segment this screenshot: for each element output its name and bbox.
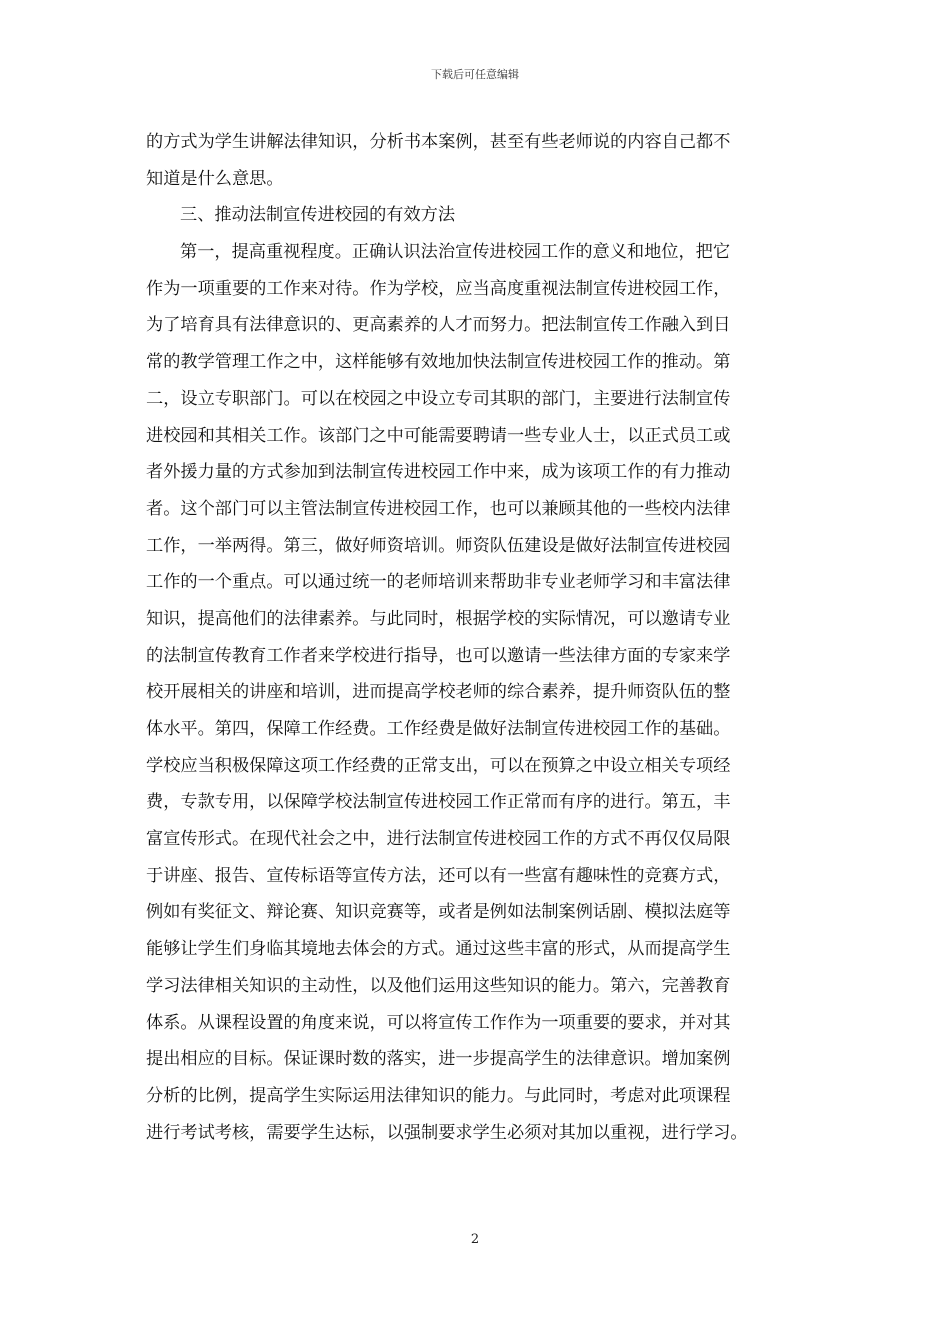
text-line: 进校园和其相关工作。该部门之中可能需要聘请一些专业人士，以正式员工或 (146, 425, 731, 446)
text-line: 为了培育具有法律意识的、更高素养的人才而努力。把法制宣传工作融入到日 (146, 315, 731, 336)
text-line: 者。这个部门可以主管法制宣传进校园工作，也可以兼顾其他的一些校内法律 (146, 498, 731, 519)
text-line: 二，设立专职部门。可以在校园之中设立专司其职的部门，主要进行法制宣传 (146, 388, 731, 409)
text-line: 分析的比例，提高学生实际运用法律知识的能力。与此同时，考虑对此项课程 (146, 1085, 731, 1106)
text-line: 学校应当积极保障这项工作经费的正常支出，可以在预算之中设立相关专项经 (146, 755, 731, 776)
text-line: 的方式为学生讲解法律知识，分析书本案例，甚至有些老师说的内容自己都不 (146, 132, 731, 152)
text-line: 常的教学管理工作之中，这样能够有效地加快法制宣传进校园工作的推动。第 (146, 352, 731, 373)
text-line: 能够让学生们身临其境地去体会的方式。通过这些丰富的形式，从而提高学生 (146, 939, 731, 960)
text-line: 例如有奖征文、辩论赛、知识竞赛等，或者是例如法制案例话剧、模拟法庭等 (146, 902, 731, 923)
section-heading: 三、推动法制宣传进校园的有效方法 (180, 205, 456, 226)
page-header-note: 下载后可任意编辑 (431, 68, 519, 81)
text-line: 富宣传形式。在现代社会之中，进行法制宣传进校园工作的方式不再仅仅局限 (146, 829, 731, 850)
text-line: 于讲座、报告、宣传标语等宣传方法，还可以有一些富有趣味性的竞赛方式， (146, 865, 731, 886)
text-line: 校开展相关的讲座和培训，进而提高学校老师的综合素养，提升师资队伍的整 (146, 682, 731, 703)
text-line: 体系。从课程设置的角度来说，可以将宣传工作作为一项重要的要求，并对其 (146, 1012, 731, 1033)
page-number: 2 (470, 1232, 480, 1247)
text-line: 进行考试考核，需要学生达标，以强制要求学生必须对其加以重视，进行学习。 (146, 1122, 748, 1143)
text-line: 费，专款专用，以保障学校法制宣传进校园工作正常而有序的进行。第五，丰 (146, 792, 731, 813)
text-line: 学习法律相关知识的主动性，以及他们运用这些知识的能力。第六，完善教育 (146, 975, 731, 996)
text-line: 工作的一个重点。可以通过统一的老师培训来帮助非专业老师学习和丰富法律 (146, 572, 731, 593)
text-line: 提出相应的目标。保证课时数的落实，进一步提高学生的法律意识。增加案例 (146, 1049, 731, 1070)
text-line: 知道是什么意思。 (146, 168, 284, 189)
document-body (146, 124, 826, 1151)
text-line: 体水平。第四，保障工作经费。工作经费是做好法制宣传进校园工作的基础。 (146, 719, 731, 739)
text-line: 作为一项重要的工作来对待。作为学校，应当高度重视法制宣传进校园工作， (146, 278, 731, 299)
text-line: 者外援力量的方式参加到法制宣传进校园工作中来，成为该项工作的有力推动 (146, 462, 731, 483)
text-line: 的法制宣传教育工作者来学校进行指导，也可以邀请一些法律方面的专家来学 (146, 645, 731, 666)
text-line: 工作，一举两得。第三，做好师资培训。师资队伍建设是做好法制宣传进校园 (146, 535, 731, 556)
text-line: 知识，提高他们的法律素养。与此同时，根据学校的实际情况，可以邀请专业 (146, 608, 731, 629)
text-line: 第一，提高重视程度。正确认识法治宣传进校园工作的意义和地位，把它 (180, 242, 731, 263)
